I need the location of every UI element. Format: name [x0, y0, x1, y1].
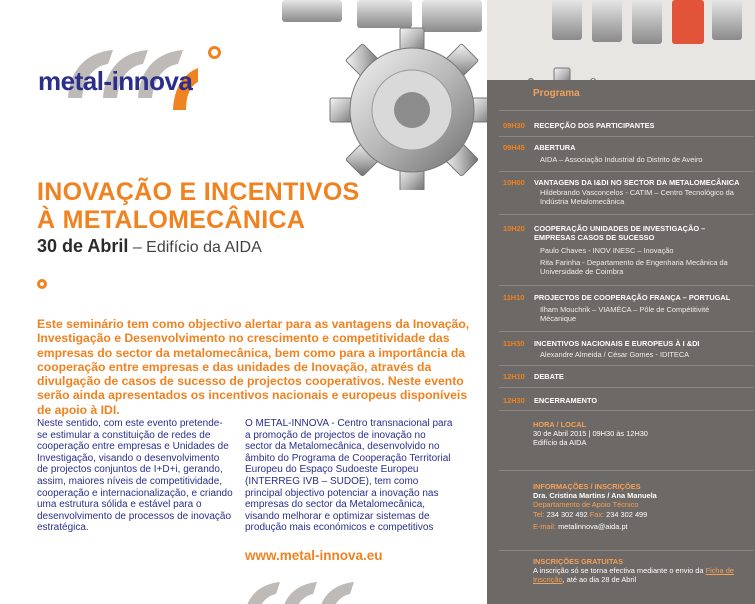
program-title: VANTAGENS DA I&DI NO SECTOR DA METALOMECÂNICA: [534, 178, 740, 187]
program-time: 10H20: [503, 224, 525, 233]
program-title: DEBATE: [534, 372, 564, 381]
divider: [499, 136, 753, 137]
divider: [499, 331, 753, 332]
event-date-line: [37, 236, 262, 257]
program-detail: Ilham Mouchrik – VIAMÉCA – Pôle de Compétitivité Mécanique: [540, 305, 710, 324]
fax-label: Fax:: [589, 509, 605, 519]
program-detail: Paulo Chaves - INOV INESC – Inovação: [540, 246, 674, 255]
divider: [499, 214, 753, 215]
program-title: ABERTURA: [534, 143, 576, 152]
time-location-venue: Edifício da AIDA: [533, 438, 587, 448]
info-heading: INFORMAÇÕES / INSCRIÇÕES: [533, 482, 641, 491]
program-title: INCENTIVOS NACIONAIS E EUROPEUS À I &DI: [534, 339, 700, 348]
program-time: 11H30: [503, 339, 525, 348]
divider: [499, 550, 753, 551]
program-title: PROJECTOS DE COOPERAÇÃO FRANÇA – PORTUGAL: [534, 293, 731, 302]
time-location-line: 30 de Abril 2015 | 09H30 às 12H30: [533, 429, 648, 439]
program-detail: Rita Farinha - Departamento de Engenharia Mecânica da Universidade de Coimbra: [540, 258, 728, 277]
website-link[interactable]: www.metal-innova.eu: [245, 548, 383, 563]
program-heading: Programa: [533, 88, 580, 99]
email-label: E-mail:: [533, 521, 556, 531]
fax-value: 234 302 499: [606, 509, 648, 519]
program-title: COOPERAÇÃO UNIDADES DE INVESTIGAÇÃO – EMPRESAS CASOS DE SUCESSO: [534, 224, 706, 243]
program-detail: Hildebrando Vasconcelos - CATIM – Centro Tecnológico da Indústria Metalomecânica: [540, 188, 734, 207]
info-block: [533, 482, 748, 531]
event-title: [37, 178, 477, 234]
info-department: Departamento de Apoio Técnico: [533, 500, 639, 510]
program-title: RECEPÇÃO DOS PARTICIPANTES: [534, 121, 655, 130]
event-venue: – Edifício da AIDA: [128, 239, 262, 256]
divider: [499, 470, 753, 471]
email-link[interactable]: metalinnova@aida.pt: [558, 521, 628, 531]
registration-form-link[interactable]: Ficha de Inscrição: [533, 566, 734, 585]
footer-arcs-graphic: [240, 574, 400, 604]
program-title: ENCERRAMENTO: [534, 396, 598, 405]
divider: [499, 387, 753, 388]
time-location-heading: HORA / LOCAL: [533, 420, 587, 429]
info-email-line: [533, 522, 748, 531]
event-title-line1: INOVAÇÃO E INCENTIVOS: [37, 178, 360, 206]
program-detail: Alexandre Almeida / César Gomes - IDITECA: [540, 350, 690, 359]
info-phone-line: [533, 510, 748, 519]
divider: [499, 365, 753, 366]
program-detail: AIDA – Associação Industrial do Distrito de Aveiro: [540, 155, 703, 164]
divider: [499, 410, 753, 411]
free-registration-text-2: , até ao dia 28 de Abril: [562, 575, 637, 585]
intro-paragraph: Este seminário tem como objectivo alertar para as vantagens da Inovação, Investigação e Desenvolvimento no crescimento e competitividade das empresas do sector da metalomecânica, bem como para a importância da cooperação entre empresas e das unidades de Inovação, através da divulgação de casos de sucesso de projectos cooperativos. Neste evento serão ainda apresentados os incentivos nacionais e europeus disponíveis de apoio à IDI.: [37, 317, 470, 417]
program-time: 09H45: [503, 143, 525, 152]
body-column-right: O METAL-INNOVA - Centro transnacional para a promoção de projectos de inovação no sector da Metalomecânica, desenvolvido no âmbito do Programa de Cooperação Territorial Europeu do Espaço Sudoeste Europeu (INTERREG IVB – SUDOE), tem como principal objectivo potenciar a inovação nas empresas do sector da Metalomecânica, visando melhorar e optimizar sistemas de produção mais económicos e competitivos: [245, 418, 453, 534]
ring-bullet-icon: [37, 279, 47, 289]
program-time: 12H10: [503, 372, 525, 381]
tel-label: Tel:: [533, 509, 545, 519]
event-date: 30 de Abril: [37, 236, 129, 256]
program-time: 09H30: [503, 121, 525, 130]
logo-dot-icon: [208, 46, 221, 59]
tel-value: 234 302 492: [546, 509, 588, 519]
free-registration-text-1: A inscrição só se torna efectiva mediante o envio da: [533, 566, 704, 576]
time-location-block: [533, 420, 743, 448]
free-registration-heading: INSCRIÇÕES GRATUITAS: [533, 557, 624, 566]
divider: [499, 285, 753, 286]
divider: [499, 110, 753, 111]
program-time: 12H30: [503, 396, 525, 405]
body-column-left: Neste sentido, com este evento pretende-se estimular a constituição de redes de cooperação entre empresas e Unidades de Investigação, visando o desenvolvimento de projectos conjuntos de I+D+i, gerando, assim, maiores níveis de competitividade, cooperação e internacionalização, e criando uma estrutura sólida e estável para o desenvolvimento de processos de inovação estratégica.: [37, 418, 233, 534]
free-registration-block: [533, 557, 748, 585]
program-time: 11H10: [503, 293, 525, 302]
divider: [499, 171, 753, 172]
logo-wordmark: metal-innova: [38, 66, 193, 96]
info-contact: Dra. Cristina Martins / Ana Manuela: [533, 491, 657, 501]
event-title-line2: À METALOMECÂNICA: [37, 206, 306, 234]
free-registration-text: [533, 566, 748, 584]
program-time: 10H00: [503, 178, 525, 187]
